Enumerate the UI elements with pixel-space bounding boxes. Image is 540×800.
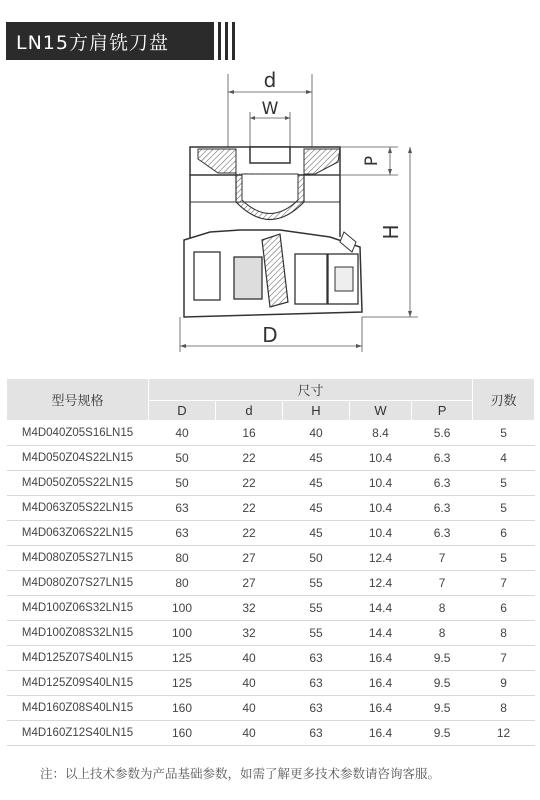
cell-P: 6.3 (412, 446, 473, 471)
dim-label-h: H (379, 224, 403, 240)
header-col-P: P (412, 401, 473, 421)
cell-W: 16.4 (350, 646, 412, 671)
cell-D: 100 (149, 621, 216, 646)
cell-d: 40 (216, 721, 283, 746)
cell-teeth: 5 (473, 546, 535, 571)
cell-D: 80 (149, 546, 216, 571)
cell-d: 40 (216, 646, 283, 671)
table-row (7, 421, 535, 446)
cell-H: 63 (283, 646, 350, 671)
cell-D: 63 (149, 521, 216, 546)
header-col-d: d (216, 401, 283, 421)
cell-H: 45 (283, 446, 350, 471)
cell-D: 50 (149, 446, 216, 471)
cell-H: 45 (283, 521, 350, 546)
cell-W: 10.4 (350, 521, 412, 546)
table-row (7, 521, 535, 546)
cell-P: 9.5 (412, 671, 473, 696)
cell-P: 8 (412, 621, 473, 646)
dim-label-w: W (261, 99, 279, 119)
header-col-H: H (283, 401, 350, 421)
cell-d: 32 (216, 621, 283, 646)
header-size: 尺寸 (149, 379, 473, 401)
header-teeth: 刃数 (473, 379, 535, 421)
cell-model: M4D160Z08S40LN15 (7, 696, 149, 721)
title-decoration (216, 22, 236, 60)
cell-D: 125 (149, 671, 216, 696)
cell-model: M4D063Z06S22LN15 (7, 521, 149, 546)
cell-W: 12.4 (350, 571, 412, 596)
cell-teeth: 5 (473, 496, 535, 521)
cell-teeth: 8 (473, 696, 535, 721)
cell-W: 10.4 (350, 471, 412, 496)
table-row (7, 696, 535, 721)
cell-d: 16 (216, 421, 283, 446)
cell-D: 50 (149, 471, 216, 496)
cell-H: 63 (283, 721, 350, 746)
cell-model: M4D125Z09S40LN15 (7, 671, 149, 696)
cell-D: 80 (149, 571, 216, 596)
cell-teeth: 8 (473, 621, 535, 646)
cell-model: M4D040Z05S16LN15 (7, 421, 149, 446)
cell-H: 50 (283, 546, 350, 571)
cell-d: 22 (216, 446, 283, 471)
cell-teeth: 5 (473, 421, 535, 446)
cell-W: 12.4 (350, 546, 412, 571)
cell-H: 55 (283, 596, 350, 621)
cell-d: 40 (216, 696, 283, 721)
table-row (7, 546, 535, 571)
cell-model: M4D100Z08S32LN15 (7, 621, 149, 646)
cell-model: M4D080Z07S27LN15 (7, 571, 149, 596)
cell-teeth: 12 (473, 721, 535, 746)
table-row (7, 646, 535, 671)
cell-teeth: 5 (473, 471, 535, 496)
cell-H: 45 (283, 496, 350, 521)
cell-d: 32 (216, 596, 283, 621)
cell-W: 10.4 (350, 446, 412, 471)
cell-W: 8.4 (350, 421, 412, 446)
spec-table (6, 378, 535, 746)
cell-P: 5.6 (412, 421, 473, 446)
cell-H: 55 (283, 621, 350, 646)
cell-H: 45 (283, 471, 350, 496)
cell-d: 27 (216, 571, 283, 596)
cell-P: 6.3 (412, 521, 473, 546)
dim-label-d: d (263, 68, 277, 92)
cell-H: 55 (283, 571, 350, 596)
cell-D: 63 (149, 496, 216, 521)
cell-teeth: 4 (473, 446, 535, 471)
cell-model: M4D050Z05S22LN15 (7, 471, 149, 496)
cell-W: 16.4 (350, 721, 412, 746)
cell-model: M4D100Z06S32LN15 (7, 596, 149, 621)
cell-D: 100 (149, 596, 216, 621)
table-row (7, 471, 535, 496)
cell-model: M4D160Z12S40LN15 (7, 721, 149, 746)
cell-D: 160 (149, 696, 216, 721)
table-row (7, 721, 535, 746)
cell-W: 14.4 (350, 621, 412, 646)
cell-teeth: 6 (473, 521, 535, 546)
cell-P: 8 (412, 596, 473, 621)
title-bar (6, 22, 214, 60)
cell-P: 6.3 (412, 496, 473, 521)
footnote: 注：以上技术参数为产品基础参数，如需了解更多技术参数请咨询客服。 (40, 766, 441, 781)
table-row (7, 571, 535, 596)
cell-teeth: 9 (473, 671, 535, 696)
cell-model: M4D080Z05S27LN15 (7, 546, 149, 571)
cutter-diagram (170, 62, 430, 362)
cell-model: M4D125Z07S40LN15 (7, 646, 149, 671)
cell-W: 16.4 (350, 671, 412, 696)
header-model: 型号规格 (7, 379, 149, 421)
dim-label-p: P (362, 155, 382, 167)
dim-label-big-d: D (262, 323, 278, 347)
cell-H: 63 (283, 696, 350, 721)
cell-teeth: 6 (473, 596, 535, 621)
cell-P: 6.3 (412, 471, 473, 496)
cell-W: 14.4 (350, 596, 412, 621)
table-row (7, 621, 535, 646)
cell-D: 125 (149, 646, 216, 671)
cell-D: 40 (149, 421, 216, 446)
cell-model: M4D050Z04S22LN15 (7, 446, 149, 471)
header-col-W: W (350, 401, 412, 421)
cell-d: 27 (216, 546, 283, 571)
table-row (7, 596, 535, 621)
table-row (7, 671, 535, 696)
cell-d: 22 (216, 496, 283, 521)
cell-d: 40 (216, 671, 283, 696)
cell-H: 40 (283, 421, 350, 446)
cell-d: 22 (216, 521, 283, 546)
page-title: LN15方肩铣刀盘 (16, 32, 169, 54)
cell-d: 22 (216, 471, 283, 496)
cell-teeth: 7 (473, 571, 535, 596)
cell-P: 9.5 (412, 696, 473, 721)
table-row (7, 496, 535, 521)
cell-P: 9.5 (412, 721, 473, 746)
cell-model: M4D063Z05S22LN15 (7, 496, 149, 521)
cell-W: 10.4 (350, 496, 412, 521)
cell-teeth: 7 (473, 646, 535, 671)
cell-D: 160 (149, 721, 216, 746)
cell-W: 16.4 (350, 696, 412, 721)
cell-P: 7 (412, 546, 473, 571)
header-col-D: D (149, 401, 216, 421)
table-row (7, 446, 535, 471)
cell-H: 63 (283, 671, 350, 696)
cutter-drawing (170, 62, 430, 362)
cell-P: 9.5 (412, 646, 473, 671)
cell-P: 7 (412, 571, 473, 596)
